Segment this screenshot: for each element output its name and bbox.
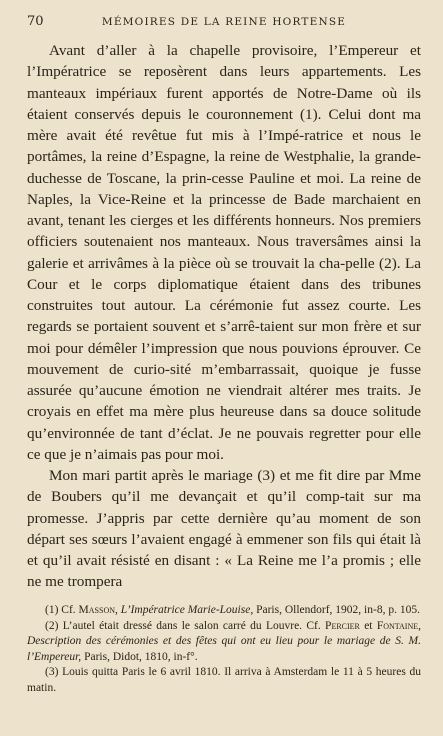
footnote-title: Description des cérémonies et des fêtes qui ont eu lieu pour le mariage de S. M. l’Empereur,	[27, 635, 421, 663]
running-title: MÉMOIRES DE LA REINE HORTENSE	[101, 16, 347, 28]
footnote-author: Masson,	[78, 604, 118, 616]
main-text	[27, 40, 421, 593]
paragraph: Avant d’aller à la chapelle provisoire, l’Empereur et l’Impératrice se reposèrent dans leurs appartements. Les manteaux impériaux furent apportés de Notre-Dame où ils étaient conservés depuis le couronnement (1). Celui dont ma mère avait été revêtue fut mis à l’Impé-ratrice et nous le portâmes, la reine d’Espagne, la reine de Westphalie, la grande-duchesse de Toscane, la prin-cesse Pauline et moi. La reine de Naples, la Vice-Reine et la princesse de Bade marchaient en avant, tenant les cierges et les différents honneurs. Nos premiers officiers soutenaient nos manteaux. Nous traversâmes ainsi la galerie et arrivâmes à la pièce où se trouvait la cha-pelle (2). La Cour et le corps diplomatique étaient dans des tribunes construites tout autour. La cérémonie fut assez courte. Les regards se portaient souvent et s’arrê-taient sur mon frère et sur moi pour démêler l’impression que nous pouvions éprouver. Ce mouvement de curio-sité m’embarrassait, quoique je fusse assurée qu’aucune émotion ne viendrait altérer mes traits. Je croyais en effet ma mère plus heureuse dans sa douce solitude qu’environnée de tant d’éclat. Je ne pouvais regretter pour elle ce que je n’aimais pas pour moi.	[27, 42, 421, 463]
footnote-citation: Paris, Didot, 1810, in-f°.	[84, 650, 198, 663]
footnote-title: L’Impératrice Marie-Louise,	[120, 604, 254, 616]
footnote-2	[27, 619, 421, 666]
footnote-citation: Paris, Ollendorf, 1902, in-8, p. 105.	[256, 604, 420, 616]
footnote-3: (3) Louis quitta Paris le 6 avril 1810. Il arriva à Amsterdam le 11 à 5 heures du matin.	[27, 666, 421, 694]
footnote-conjunction: et	[364, 619, 373, 632]
footnote-text: (2) L’autel était dressé dans le salon carré du Louvre. Cf.	[45, 619, 321, 632]
page-number: 70	[27, 14, 44, 29]
footnote-author: Percier	[325, 619, 360, 632]
paragraph: Mon mari partit après le mariage (3) et me fit dire par Mme de Boubers qu’il me devançait et qu’il comp-tait sur ma promesse. J’appris par cette dernière qu’au moment de son départ ses sœurs l’avaient engagé à emmener son fils qui était là et qu’il avait résisté en disant : « La Reine me l’a promis ; elle ne me trompera	[27, 467, 421, 591]
footnote-1	[27, 603, 421, 619]
footnotes	[27, 603, 421, 696]
page-header	[27, 14, 421, 34]
footnote-author: Fontaine,	[376, 619, 422, 632]
footnote-marker: (1) Cf.	[45, 604, 76, 616]
